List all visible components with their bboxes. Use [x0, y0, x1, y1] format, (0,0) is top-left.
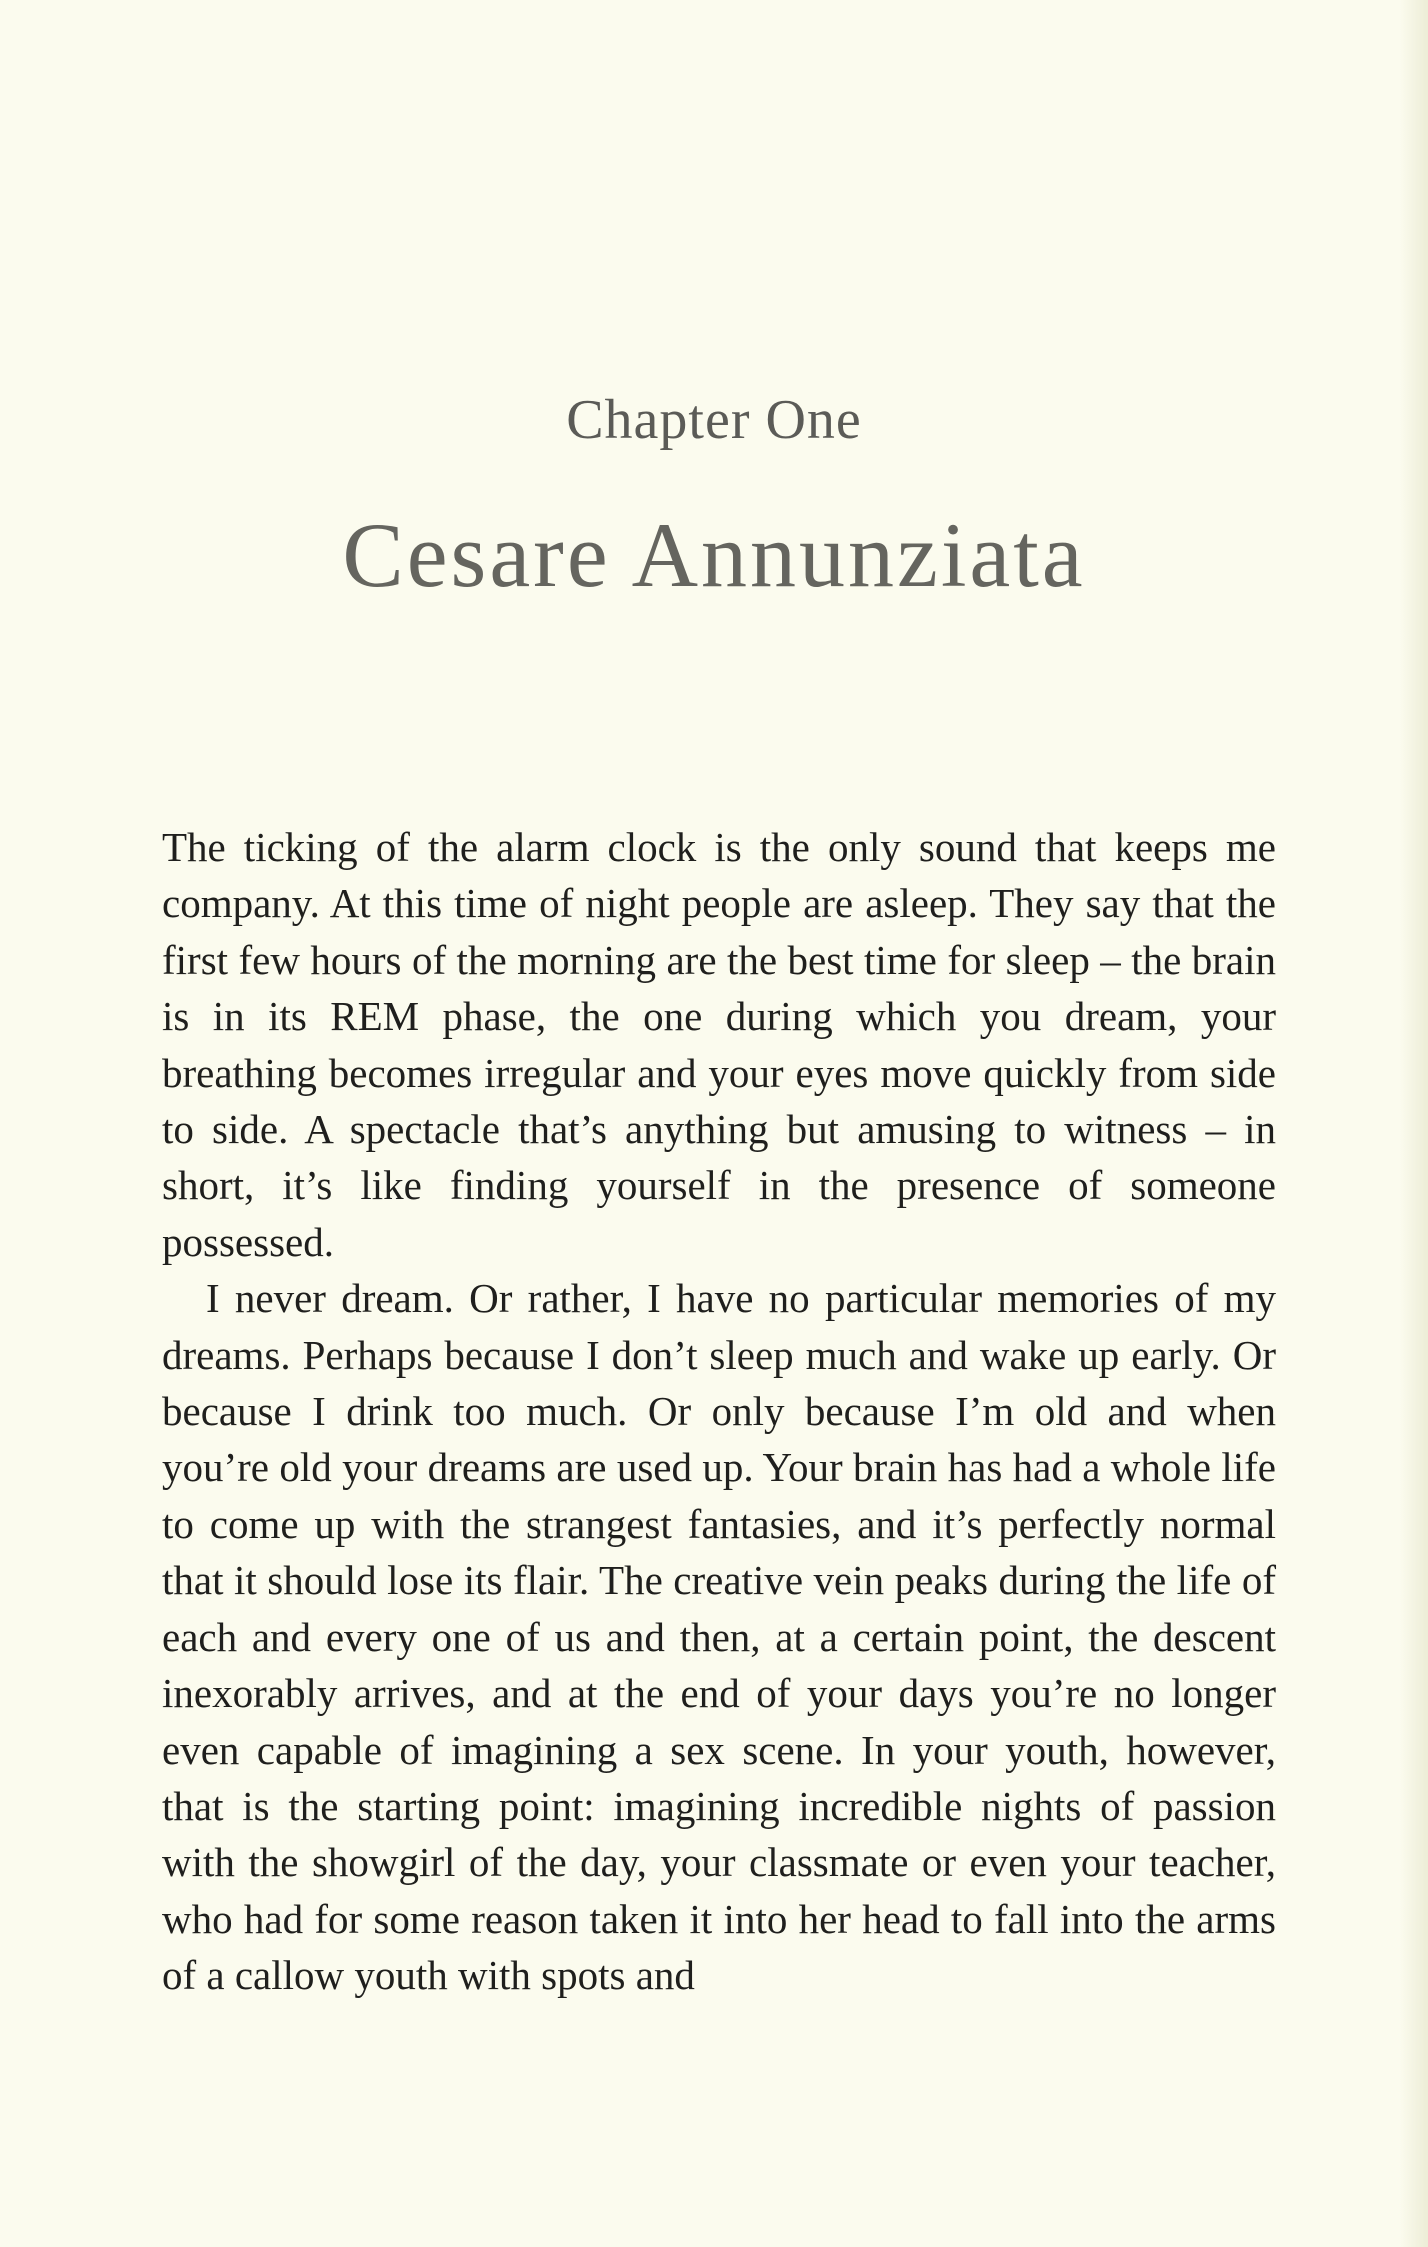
- chapter-title: Cesare Annunziata: [342, 504, 1086, 606]
- paragraph: I never dream. Or rather, I have no particular memories of my dreams. Perhaps because I don’t sleep much and wake up early. Or because I drink too much. Or only because I’m old and when you’re old your dreams are used up. Your brain has had a whole life to come up with the strangest fantasies, and it’s perfectly normal that it should lose its flair. The creative vein peaks during the life of each and every one of us and then, at a certain point, the descent inexorably arrives, and at the end of your days you’re no longer even capable of imagining a sex scene. In your youth, however, that is the starting point: imagining incredible nights of passion with the showgirl of the day, your classmate or even your teacher, who had for some reason taken it into her head to fall into the arms of a callow youth with spots and: [162, 1275, 1276, 1999]
- chapter-number: Chapter One: [566, 389, 862, 451]
- paragraph: The ticking of the alarm clock is the only sound that keeps me company. At this time of night people are asleep. They say that the first few hours of the morning are the best time for sleep – the brain is in its REM phase, the one during which you dream, your breathing becomes irregular and your eyes move quickly from side to side. A spectacle that’s anything but amusing to witness – in short, it’s like finding yourself in the presence of someone possessed.: [162, 824, 1276, 1265]
- page-edge-shadow: [1400, 0, 1428, 2247]
- chapter-body: [162, 819, 1276, 2004]
